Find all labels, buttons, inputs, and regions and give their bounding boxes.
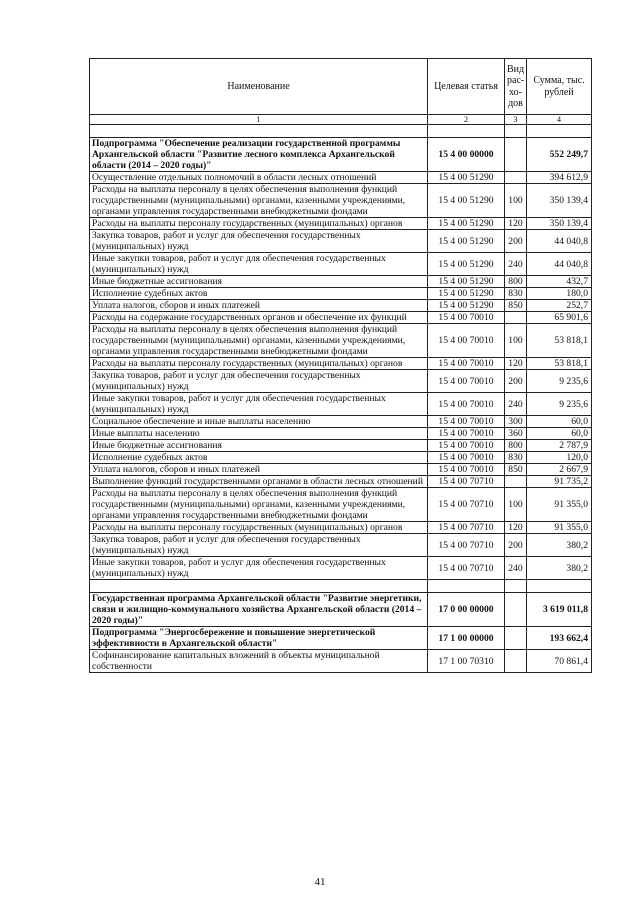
header-name: Наименование — [90, 59, 428, 115]
row-amount: 65 901,6 — [527, 312, 592, 324]
row-expense-type: 300 — [505, 416, 527, 428]
column-number: 4 — [527, 115, 592, 125]
row-name: Расходы на выплаты персоналу в целях обеспечения выполнения функций государственными (муниципальными) органами, казенными учреждениями, органами управления государственными внебюджетными фондами — [90, 488, 428, 522]
row-expense-type — [505, 312, 527, 324]
spacer-row — [90, 580, 592, 593]
row-amount: 193 662,4 — [527, 627, 592, 650]
row-target-article: 15 4 00 51290 — [428, 184, 505, 218]
table-row — [90, 557, 592, 580]
row-amount: 9 235,6 — [527, 370, 592, 393]
table-row — [90, 650, 592, 673]
row-name: Закупка товаров, работ и услуг для обеспечения государственных (муниципальных) нужд — [90, 534, 428, 557]
header-vr: Вид рас-хо-дов — [505, 59, 527, 115]
row-expense-type: 200 — [505, 230, 527, 253]
row-name: Иные закупки товаров, работ и услуг для обеспечения государственных (муниципальных) нужд — [90, 253, 428, 276]
row-expense-type: 830 — [505, 288, 527, 300]
row-target-article: 15 4 00 70010 — [428, 440, 505, 452]
row-amount: 70 861,4 — [527, 650, 592, 673]
row-name: Закупка товаров, работ и услуг для обеспечения государственных (муниципальных) нужд — [90, 370, 428, 393]
row-name: Иные закупки товаров, работ и услуг для обеспечения государственных (муниципальных) нужд — [90, 393, 428, 416]
empty-cell — [90, 125, 428, 138]
row-expense-type — [505, 138, 527, 172]
row-amount: 2 667,9 — [527, 464, 592, 476]
empty-cell — [527, 580, 592, 593]
row-target-article: 15 4 00 51290 — [428, 288, 505, 300]
table-row — [90, 464, 592, 476]
table-row — [90, 627, 592, 650]
row-amount: 60,0 — [527, 428, 592, 440]
row-target-article: 15 4 00 70710 — [428, 476, 505, 488]
row-target-article: 15 4 00 70710 — [428, 522, 505, 534]
row-name: Социальное обеспечение и иные выплаты населению — [90, 416, 428, 428]
table-row — [90, 428, 592, 440]
row-amount: 3 619 011,8 — [527, 593, 592, 627]
row-name: Уплата налогов, сборов и иных платежей — [90, 464, 428, 476]
spacer-row — [90, 125, 592, 138]
table-row — [90, 300, 592, 312]
row-name: Выполнение функций государственными органами в области лесных отношений — [90, 476, 428, 488]
row-name: Иные бюджетные ассигнования — [90, 440, 428, 452]
row-expense-type: 200 — [505, 370, 527, 393]
empty-cell — [505, 580, 527, 593]
row-target-article: 15 4 00 51290 — [428, 218, 505, 230]
row-amount: 44 040,8 — [527, 230, 592, 253]
row-amount: 60,0 — [527, 416, 592, 428]
row-amount: 120,0 — [527, 452, 592, 464]
row-expense-type: 200 — [505, 534, 527, 557]
table-row — [90, 253, 592, 276]
row-target-article: 15 4 00 51290 — [428, 300, 505, 312]
row-name: Иные выплаты населению — [90, 428, 428, 440]
row-target-article: 15 4 00 00000 — [428, 138, 505, 172]
row-expense-type — [505, 476, 527, 488]
table-row — [90, 276, 592, 288]
table-row — [90, 324, 592, 358]
row-expense-type — [505, 627, 527, 650]
row-target-article: 15 4 00 70710 — [428, 534, 505, 557]
row-target-article: 15 4 00 70010 — [428, 358, 505, 370]
table-row — [90, 476, 592, 488]
row-expense-type: 800 — [505, 276, 527, 288]
table-row — [90, 172, 592, 184]
empty-cell — [505, 125, 527, 138]
row-amount: 91 355,0 — [527, 488, 592, 522]
row-amount: 91 355,0 — [527, 522, 592, 534]
table-row — [90, 534, 592, 557]
row-amount: 2 787,9 — [527, 440, 592, 452]
row-amount: 380,2 — [527, 557, 592, 580]
empty-cell — [527, 125, 592, 138]
row-expense-type: 120 — [505, 218, 527, 230]
row-name: Государственная программа Архангельской области "Развитие энергетики, связи и жилищно-коммунального хозяйства Архангельской области (2014 – 2020 годы)" — [90, 593, 428, 627]
row-target-article: 15 4 00 70010 — [428, 464, 505, 476]
row-expense-type: 360 — [505, 428, 527, 440]
row-expense-type — [505, 593, 527, 627]
row-name: Расходы на выплаты персоналу государственных (муниципальных) органов — [90, 358, 428, 370]
row-expense-type — [505, 650, 527, 673]
row-amount: 350 139,4 — [527, 218, 592, 230]
table-row — [90, 522, 592, 534]
row-name: Расходы на выплаты персоналу в целях обеспечения выполнения функций государственными (муниципальными) органами, казенными учреждениями, органами управления государственными внебюджетными фондами — [90, 324, 428, 358]
column-number: 2 — [428, 115, 505, 125]
row-name: Расходы на выплаты персоналу государственных (муниципальных) органов — [90, 522, 428, 534]
table-row — [90, 184, 592, 218]
row-expense-type — [505, 172, 527, 184]
row-target-article: 17 1 00 00000 — [428, 627, 505, 650]
row-target-article: 17 1 00 70310 — [428, 650, 505, 673]
row-target-article: 15 4 00 51290 — [428, 172, 505, 184]
empty-cell — [428, 125, 505, 138]
document-page — [89, 58, 591, 673]
row-amount: 394 612,9 — [527, 172, 592, 184]
header-code: Целевая статья — [428, 59, 505, 115]
row-target-article: 15 4 00 70710 — [428, 488, 505, 522]
table-header-row — [90, 59, 592, 115]
row-amount: 53 818,1 — [527, 324, 592, 358]
row-expense-type: 850 — [505, 464, 527, 476]
row-target-article: 15 4 00 70010 — [428, 312, 505, 324]
table-row — [90, 358, 592, 370]
row-name: Подпрограмма "Энергосбережение и повышение энергетической эффективности в Архангельской области" — [90, 627, 428, 650]
empty-cell — [428, 580, 505, 593]
row-target-article: 15 4 00 70010 — [428, 428, 505, 440]
row-target-article: 15 4 00 70010 — [428, 393, 505, 416]
row-name: Исполнение судебных актов — [90, 452, 428, 464]
table-row — [90, 288, 592, 300]
row-name: Расходы на выплаты персоналу в целях обеспечения выполнения функций государственными (муниципальными) органами, казенными учреждениями, органами управления государственными внебюджетными фондами — [90, 184, 428, 218]
row-target-article: 15 4 00 70010 — [428, 324, 505, 358]
row-amount: 552 249,7 — [527, 138, 592, 172]
row-amount: 432,7 — [527, 276, 592, 288]
column-numbers-row — [90, 115, 592, 125]
row-target-article: 15 4 00 70010 — [428, 452, 505, 464]
table-row — [90, 593, 592, 627]
row-name: Иные бюджетные ассигнования — [90, 276, 428, 288]
row-expense-type: 240 — [505, 393, 527, 416]
row-target-article: 15 4 00 70710 — [428, 557, 505, 580]
row-name: Иные закупки товаров, работ и услуг для обеспечения государственных (муниципальных) нужд — [90, 557, 428, 580]
header-sum: Сумма, тыс. рублей — [527, 59, 592, 115]
column-number: 1 — [90, 115, 428, 125]
budget-table-body — [90, 59, 592, 673]
row-expense-type: 850 — [505, 300, 527, 312]
row-name: Осуществление отдельных полномочий в области лесных отношений — [90, 172, 428, 184]
table-row — [90, 440, 592, 452]
table-row — [90, 416, 592, 428]
row-amount: 91 735,2 — [527, 476, 592, 488]
row-name: Софинансирование капитальных вложений в объекты муниципальной собственности — [90, 650, 428, 673]
row-target-article: 15 4 00 51290 — [428, 276, 505, 288]
row-target-article: 15 4 00 70010 — [428, 370, 505, 393]
row-expense-type: 120 — [505, 358, 527, 370]
row-name: Исполнение судебных актов — [90, 288, 428, 300]
row-target-article: 15 4 00 51290 — [428, 230, 505, 253]
row-target-article: 15 4 00 51290 — [428, 253, 505, 276]
row-amount: 380,2 — [527, 534, 592, 557]
row-expense-type: 100 — [505, 324, 527, 358]
row-amount: 53 818,1 — [527, 358, 592, 370]
row-expense-type: 100 — [505, 184, 527, 218]
row-amount: 44 040,8 — [527, 253, 592, 276]
row-amount: 252,7 — [527, 300, 592, 312]
row-name: Расходы на выплаты персоналу государственных (муниципальных) органов — [90, 218, 428, 230]
table-row — [90, 393, 592, 416]
row-target-article: 15 4 00 70010 — [428, 416, 505, 428]
table-row — [90, 312, 592, 324]
row-expense-type: 240 — [505, 253, 527, 276]
row-amount: 350 139,4 — [527, 184, 592, 218]
row-expense-type: 120 — [505, 522, 527, 534]
table-row — [90, 218, 592, 230]
table-row — [90, 230, 592, 253]
table-row — [90, 138, 592, 172]
row-expense-type: 800 — [505, 440, 527, 452]
row-target-article: 17 0 00 00000 — [428, 593, 505, 627]
budget-table — [89, 58, 592, 673]
empty-cell — [90, 580, 428, 593]
row-name: Расходы на содержание государственных органов и обеспечение их функций — [90, 312, 428, 324]
row-expense-type: 100 — [505, 488, 527, 522]
table-row — [90, 488, 592, 522]
row-amount: 180,0 — [527, 288, 592, 300]
row-amount: 9 235,6 — [527, 393, 592, 416]
column-number: 3 — [505, 115, 527, 125]
table-row — [90, 452, 592, 464]
table-row — [90, 370, 592, 393]
row-name: Уплата налогов, сборов и иных платежей — [90, 300, 428, 312]
row-expense-type: 240 — [505, 557, 527, 580]
row-name: Подпрограмма "Обеспечение реализации государственной программы Архангельской области "Развитие лесного комплекса Архангельской области (2014 – 2020 годы)" — [90, 138, 428, 172]
page-number: 41 — [314, 876, 326, 888]
row-name: Закупка товаров, работ и услуг для обеспечения государственных (муниципальных) нужд — [90, 230, 428, 253]
row-expense-type: 830 — [505, 452, 527, 464]
